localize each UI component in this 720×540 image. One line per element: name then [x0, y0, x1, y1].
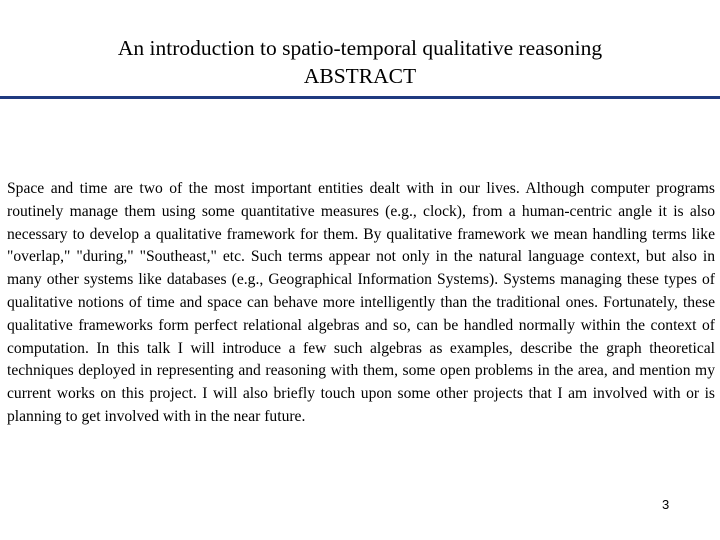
slide-header — [0, 34, 720, 90]
abstract-paragraph: Space and time are two of the most important entities dealt with in our lives. Although computer programs routinely manage them using some quantitative measures (e.g., clock), from a human-centric angle it is also necessary to develop a qualitative framework for them. By qualitative framework we mean handling terms like "overlap," "during," "Southeast," etc. Such terms appear not only in the natural language context, but also in many other systems like databases (e.g., Geographical Information Systems). Systems managing these types of qualitative notions of time and space can behave more intelligently than the traditional ones. Fortunately, these qualitative frameworks form perfect relational algebras and so, can be handled normally within the context of computation. In this talk I will introduce a few such algebras as examples, describe the graph theoretical techniques deployed in representing and reasoning with them, some open problems in the area, and mention my current works on this project. I will also briefly touch upon some other projects that I am involved with or is planning to get involved with in the near future. — [7, 180, 715, 425]
page-number: 3 — [662, 497, 670, 512]
title-divider — [0, 96, 720, 99]
slide-subtitle: ABSTRACT — [303, 64, 417, 88]
slide-title: An introduction to spatio-temporal qualitative reasoning — [117, 36, 603, 60]
